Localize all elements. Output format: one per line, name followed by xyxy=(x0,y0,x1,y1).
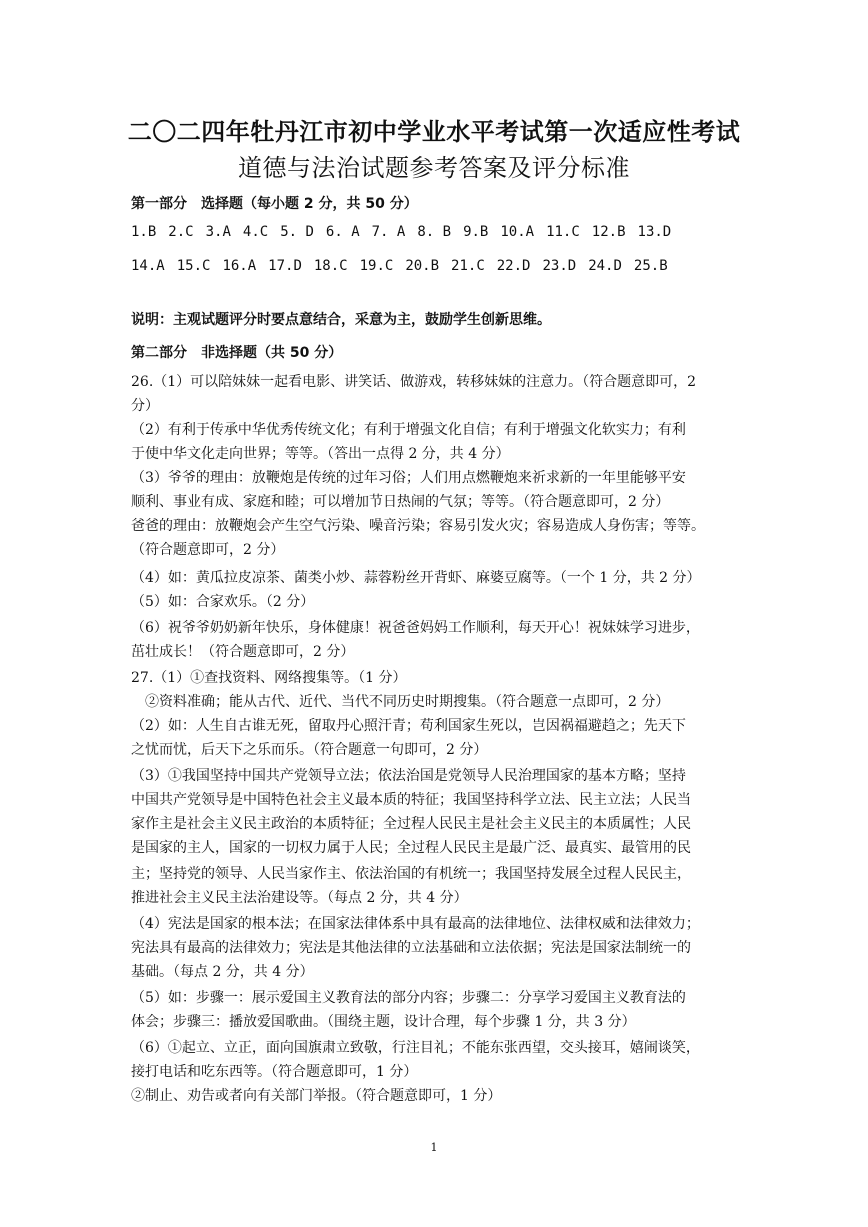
answer-line: 中国共产党领导是中国特色社会主义最本质的特征；我国坚持科学立法、民主立法；人民当 xyxy=(131,792,691,808)
answer-item: 9.B xyxy=(463,224,489,240)
answer-item: 12.B xyxy=(591,224,626,240)
answer-line: （6）祝爷爷奶奶新年快乐，身体健康！祝爸爸妈妈工作顺利，每天开心！祝妹妹学习进步， xyxy=(131,620,700,636)
answer-line: （2）如：人生自古谁无死，留取丹心照汗青；苟利国家生死以，岂因祸福避趋之；先天下 xyxy=(131,718,686,734)
document-subtitle: 道德与法治试题参考答案及评分标准 xyxy=(238,154,630,182)
answer-item: 23.D xyxy=(542,258,577,274)
answers-row-2 xyxy=(131,258,680,274)
answer-line: 26.（1）可以陪妹妹一起看电影、讲笑话、做游戏，转移妹妹的注意力。（符合题意即可，2 xyxy=(131,374,697,390)
answer-line: 于使中华文化走向世界；等等。（答出一点得 2 分，共 4 分） xyxy=(131,446,510,462)
scoring-note: 说明：主观试题评分时要点意结合，采意为主，鼓励学生创新思维。 xyxy=(131,312,551,328)
answer-line: 基础。（每点 2 分，共 4 分） xyxy=(131,964,314,980)
answer-item: 19.C xyxy=(359,258,394,274)
answer-item: 10.A xyxy=(500,224,535,240)
answer-item: 22.D xyxy=(496,258,531,274)
answer-line: （3）爷爷的理由：放鞭炮是传统的过年习俗；人们用点燃鞭炮来祈求新的一年里能够平安 xyxy=(131,470,686,486)
answer-item: 4.C xyxy=(242,224,269,240)
answer-item: 24.D xyxy=(588,258,622,274)
answer-item: 20.B xyxy=(405,258,440,274)
answer-item: 6. A xyxy=(325,224,360,240)
part2-heading: 第二部分 非选择题（共 50 分） xyxy=(131,345,343,361)
answer-line: 之忧而忧，后天下之乐而乐。（符合题意一句即可，2 分） xyxy=(131,742,488,758)
answer-line: （5）如：步骤一：展示爱国主义教育法的部分内容；步骤二：分享学习爱国主义教育法的 xyxy=(131,990,686,1006)
answer-line: 推进社会主义民主法治建设等。（每点 2 分，共 4 分） xyxy=(131,890,468,906)
answer-line: 茁壮成长！（符合题意即可，2 分） xyxy=(131,644,355,660)
answer-item: 11.C xyxy=(546,224,580,240)
answer-item: 14.A xyxy=(131,258,165,274)
answer-line: 顺利、事业有成、家庭和睦；可以增加节日热闹的气氛；等等。（符合题意即可，2 分） xyxy=(131,494,670,510)
answer-line: 体会；步骤三：播放爱国歌曲。（围绕主题，设计合理，每个步骤 1 分，共 3 分） xyxy=(131,1014,636,1030)
answer-line: 宪法具有最高的法律效力；宪法是其他法律的立法基础和立法依据；宪法是国家法制统一的 xyxy=(131,940,691,956)
answer-item: 1.B xyxy=(131,224,157,240)
part1-heading: 第一部分 选择题（每小题 2 分，共 50 分） xyxy=(131,196,418,212)
answer-line: （5）如：合家欢乐。（2 分） xyxy=(131,594,315,610)
document-title: 二〇二四年牡丹江市初中学业水平考试第一次适应性考试 xyxy=(127,118,741,146)
answer-line: ②制止、劝告或者向有关部门举报。（符合题意即可，1 分） xyxy=(131,1088,502,1104)
answer-item: 5. D xyxy=(280,224,314,240)
answer-item: 25.B xyxy=(633,258,668,274)
answer-item: 16.A xyxy=(222,258,257,274)
page-number: 1 xyxy=(430,1141,438,1154)
answer-line: 主；坚持党的领导、人民当家作主、依法治国的有机统一；我国坚持发展全过程人民民主， xyxy=(131,866,691,882)
answer-item: 15.C xyxy=(176,258,211,274)
answer-line: 27.（1）①查找资料、网络搜集等。（1 分） xyxy=(131,670,407,686)
answer-item: 2.C xyxy=(168,224,194,240)
answer-line: （6）①起立、立正，面向国旗肃立致敬，行注目礼；不能东张西望，交头接耳，嬉闹谈笑， xyxy=(131,1040,700,1056)
answer-item: 3.A xyxy=(205,224,231,240)
answer-item: 18.C xyxy=(313,258,348,274)
answer-item: 8. B xyxy=(417,224,452,240)
answer-line: 爸爸的理由：放鞭炮会产生空气污染、噪音污染；容易引发火灾；容易造成人身伤害；等等。 xyxy=(131,518,705,534)
answer-item: 21.C xyxy=(451,258,485,274)
answer-line: （4）如：黄瓜拉皮凉茶、菌类小炒、蒜蓉粉丝开背虾、麻婆豆腐等。（一个 1 分，共 2 分） xyxy=(131,570,701,586)
answer-line: 接打电话和吃东西等。（符合题意即可，1 分） xyxy=(131,1064,418,1080)
answer-item: 7. A xyxy=(371,224,406,240)
answer-line: （2）有利于传承中华优秀传统文化；有利于增强文化自信；有利于增强文化软实力；有利 xyxy=(131,422,686,438)
answer-item: 13.D xyxy=(637,224,672,240)
answers-row-1 xyxy=(131,224,683,240)
answer-line: 分） xyxy=(131,398,159,414)
answer-line: 家作主是社会主义民主政治的本质特征；全过程人民民主是社会主义民主的本质属性；人民 xyxy=(131,816,691,832)
answer-line: （4）宪法是国家的根本法；在国家法律体系中具有最高的法律地位、法律权威和法律效力； xyxy=(131,916,700,932)
answer-line: ②资料准确；能从古代、近代、当代不同历史时期搜集。（符合题意一点即可，2 分） xyxy=(131,694,670,710)
answer-line: （符合题意即可，2 分） xyxy=(131,542,285,558)
answer-line: 是国家的主人，国家的一切权力属于人民；全过程人民民主是最广泛、最真实、最管用的民 xyxy=(131,840,691,856)
answer-line: （3）①我国坚持中国共产党领导立法；依法治国是党领导人民治理国家的基本方略；坚持 xyxy=(131,768,686,784)
answer-item: 17.D xyxy=(268,258,302,274)
